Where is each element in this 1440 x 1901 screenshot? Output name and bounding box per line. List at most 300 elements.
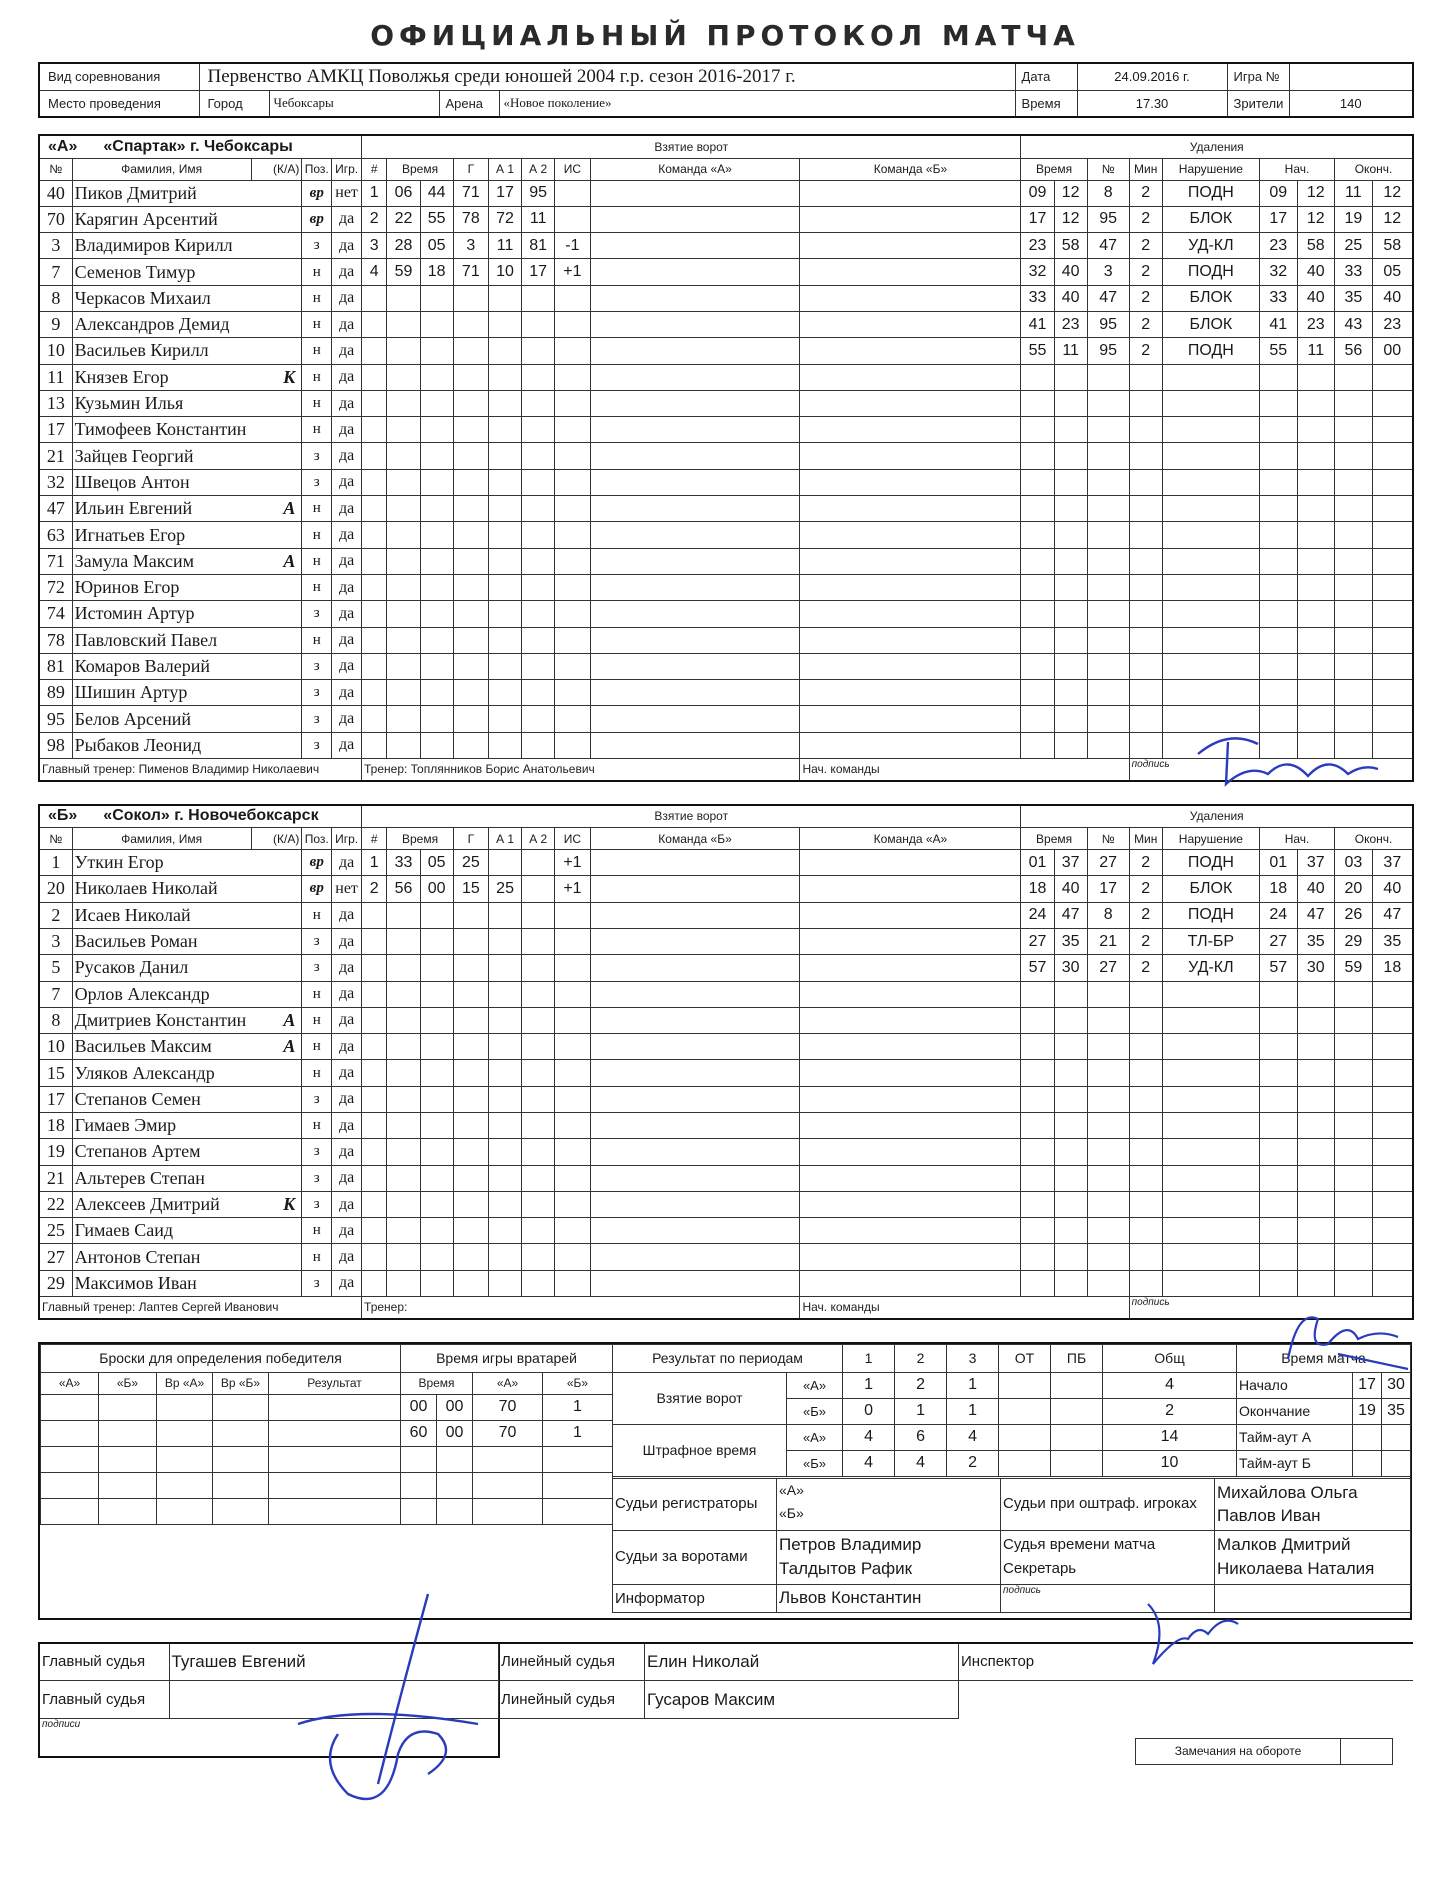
penalty-end-ss bbox=[1372, 496, 1413, 522]
time-value: 17.30 bbox=[1077, 90, 1227, 117]
player-name: Степанов Артем bbox=[72, 1139, 251, 1165]
goal-time-ss: 00 bbox=[420, 876, 453, 902]
penalty-time-ss: 35 bbox=[1054, 928, 1087, 954]
penalty-start-ss: 58 bbox=[1297, 233, 1335, 259]
secretary: Николаева Наталия bbox=[1217, 1559, 1375, 1579]
goalie-time-b: 1 bbox=[543, 1420, 613, 1446]
goalie-time-col: Время bbox=[401, 1372, 473, 1394]
team-col-2-cell bbox=[800, 206, 1021, 232]
goal-situation bbox=[555, 1270, 590, 1296]
team-b-mark: «Б» bbox=[787, 1450, 843, 1476]
player-number: 72 bbox=[39, 574, 72, 600]
penalty-player bbox=[1087, 574, 1129, 600]
player-position: з bbox=[302, 1191, 332, 1217]
goal-scorer bbox=[453, 496, 488, 522]
penalty-time-mm bbox=[1021, 1034, 1054, 1060]
table-row bbox=[39, 417, 1413, 443]
goal-scorer bbox=[453, 902, 488, 928]
goal-situation bbox=[555, 1244, 590, 1270]
penalty-end-mm bbox=[1335, 1270, 1373, 1296]
penalty-time-ss: 11 bbox=[1054, 338, 1087, 364]
team-col-2-cell bbox=[800, 680, 1021, 706]
goal-assist-2: 17 bbox=[522, 259, 555, 285]
player-role bbox=[251, 206, 302, 232]
penalty-start-mm: 01 bbox=[1259, 850, 1297, 876]
goalie-time-mm: 60 bbox=[401, 1420, 437, 1446]
player-played: да bbox=[332, 955, 362, 981]
penalty-start-mm bbox=[1259, 981, 1297, 1007]
penalty-violation: БЛОК bbox=[1162, 311, 1259, 337]
goals-a-total: 4 bbox=[1103, 1372, 1237, 1398]
penalty-start-mm bbox=[1259, 1270, 1297, 1296]
goal-time-mm bbox=[387, 285, 420, 311]
penalty-end-ss bbox=[1372, 1244, 1413, 1270]
periods-title: Результат по периодам bbox=[613, 1344, 843, 1372]
goal-scorer bbox=[453, 522, 488, 548]
penalty-player: 47 bbox=[1087, 285, 1129, 311]
goal-time-ss bbox=[420, 1270, 453, 1296]
goal-time-mm bbox=[387, 1191, 420, 1217]
goal-assist-2 bbox=[522, 1244, 555, 1270]
pim-b-p1: 4 bbox=[843, 1450, 895, 1476]
team_b-table bbox=[38, 804, 1414, 1320]
player-position: н bbox=[302, 1244, 332, 1270]
team-col-1-cell bbox=[590, 1086, 800, 1112]
goal-time-mm bbox=[387, 390, 420, 416]
goal-time-ss bbox=[420, 574, 453, 600]
penalty-minutes: 2 bbox=[1129, 955, 1162, 981]
penalty-minutes bbox=[1129, 1139, 1162, 1165]
goal-time-ss bbox=[420, 338, 453, 364]
penalty-end-mm: 25 bbox=[1335, 233, 1373, 259]
player-played: да bbox=[332, 1165, 362, 1191]
goals-a-p1: 1 bbox=[843, 1372, 895, 1398]
penalty-player: 95 bbox=[1087, 206, 1129, 232]
goalie-time-a: 70 bbox=[473, 1394, 543, 1420]
penalties-title: Удаления bbox=[1021, 805, 1413, 828]
penalty-start-ss: 11 bbox=[1297, 338, 1335, 364]
penalty-start-mm bbox=[1259, 1218, 1297, 1244]
team-col-2-cell bbox=[800, 928, 1021, 954]
penalty-time-ss: 58 bbox=[1054, 233, 1087, 259]
player-played: да bbox=[332, 981, 362, 1007]
penalty-time-ss bbox=[1054, 627, 1087, 653]
penalty-end-mm: 03 bbox=[1335, 850, 1373, 876]
table-row bbox=[39, 902, 1413, 928]
column-header: Оконч. bbox=[1335, 158, 1413, 180]
goal-time-mm: 28 bbox=[387, 233, 420, 259]
team-col-1-cell bbox=[590, 627, 800, 653]
penalty-violation bbox=[1162, 1191, 1259, 1217]
player-number: 9 bbox=[39, 311, 72, 337]
penalty-minutes bbox=[1129, 706, 1162, 732]
linesman-label-2: Линейный судья bbox=[499, 1681, 645, 1719]
penalty-time-ss bbox=[1054, 680, 1087, 706]
goal-assist-2 bbox=[522, 496, 555, 522]
goal-assist-1: 72 bbox=[489, 206, 522, 232]
player-played: да bbox=[332, 706, 362, 732]
goal-time-ss bbox=[420, 1191, 453, 1217]
penalty-end-ss bbox=[1372, 364, 1413, 390]
table-row bbox=[39, 496, 1413, 522]
goal-time-mm bbox=[387, 1034, 420, 1060]
penalty-minutes bbox=[1129, 680, 1162, 706]
goal-assist-1 bbox=[489, 1270, 522, 1296]
goal-situation bbox=[555, 706, 590, 732]
goal-situation bbox=[555, 981, 590, 1007]
team-col-2-cell bbox=[800, 390, 1021, 416]
column-header: № bbox=[39, 828, 72, 850]
goal-time-ss bbox=[420, 902, 453, 928]
goal-time-mm bbox=[387, 443, 420, 469]
goal-assist-1: 10 bbox=[489, 259, 522, 285]
goal-time-ss bbox=[420, 364, 453, 390]
penalty-time-ss: 40 bbox=[1054, 876, 1087, 902]
goal-assist-1 bbox=[489, 1191, 522, 1217]
goal-assist-2 bbox=[522, 1086, 555, 1112]
player-played: да bbox=[332, 206, 362, 232]
penalty-time-mm: 33 bbox=[1021, 285, 1054, 311]
player-name: Рыбаков Леонид bbox=[72, 732, 251, 758]
player-played: да bbox=[332, 1139, 362, 1165]
penalty-start-ss: 40 bbox=[1297, 285, 1335, 311]
player-name: Антонов Степан bbox=[72, 1244, 251, 1270]
team-col-1-cell bbox=[590, 601, 800, 627]
player-number: 10 bbox=[39, 338, 72, 364]
penalty-time-mm bbox=[1021, 1244, 1054, 1270]
referees-area bbox=[38, 1642, 1412, 1760]
penalty-start-mm bbox=[1259, 443, 1297, 469]
pim-a-p3: 4 bbox=[947, 1424, 999, 1450]
table-row bbox=[39, 1165, 1413, 1191]
goal-scorer bbox=[453, 955, 488, 981]
goal-situation: +1 bbox=[555, 876, 590, 902]
penalty-end-ss: 05 bbox=[1372, 259, 1413, 285]
goal-scorer bbox=[453, 680, 488, 706]
goal-assist-2 bbox=[522, 390, 555, 416]
player-number: 89 bbox=[39, 680, 72, 706]
penalty-start-mm: 24 bbox=[1259, 902, 1297, 928]
goals-a-p2: 2 bbox=[895, 1372, 947, 1398]
goal-number bbox=[362, 1113, 387, 1139]
table-row bbox=[39, 338, 1413, 364]
goal-number bbox=[362, 1191, 387, 1217]
match-end-label: Окончание bbox=[1237, 1398, 1353, 1424]
team-col-1-cell bbox=[590, 180, 800, 206]
goal-situation bbox=[555, 732, 590, 758]
penalty-end-ss bbox=[1372, 1034, 1413, 1060]
penalty-end-mm: 43 bbox=[1335, 311, 1373, 337]
goal-number bbox=[362, 548, 387, 574]
penalty-violation bbox=[1162, 390, 1259, 416]
goal-scorer bbox=[453, 443, 488, 469]
goal-number bbox=[362, 732, 387, 758]
penalty-start-ss bbox=[1297, 496, 1335, 522]
linesman-1: Елин Николай bbox=[645, 1643, 959, 1681]
penalty-minutes bbox=[1129, 627, 1162, 653]
penalty-time-ss bbox=[1054, 1086, 1087, 1112]
competition-label: Вид соревнования bbox=[39, 63, 199, 90]
team-col-2-cell bbox=[800, 876, 1021, 902]
date-label: Дата bbox=[1015, 63, 1077, 90]
player-role bbox=[251, 1244, 302, 1270]
penalty-start-ss bbox=[1297, 1113, 1335, 1139]
goal-time-ss bbox=[420, 928, 453, 954]
goal-situation bbox=[555, 1139, 590, 1165]
penalty-end-ss bbox=[1372, 469, 1413, 495]
penalty-end-mm bbox=[1335, 469, 1373, 495]
shootout-col: Вр «А» bbox=[157, 1372, 213, 1394]
player-played: да bbox=[332, 1270, 362, 1296]
penalty-start-mm: 27 bbox=[1259, 928, 1297, 954]
penalty-time-ss bbox=[1054, 1244, 1087, 1270]
period-col: ОТ bbox=[999, 1344, 1051, 1372]
column-header: (К/А) bbox=[251, 828, 302, 850]
goals-b-total: 2 bbox=[1103, 1398, 1237, 1424]
goal-scorer bbox=[453, 1218, 488, 1244]
player-played: да bbox=[332, 1060, 362, 1086]
penalty-player bbox=[1087, 1086, 1129, 1112]
penalty-end-mm bbox=[1335, 548, 1373, 574]
period-col: Общ bbox=[1103, 1344, 1237, 1372]
penalty-time-mm bbox=[1021, 1086, 1054, 1112]
table-row bbox=[39, 311, 1413, 337]
goals-label: Взятие ворот bbox=[613, 1372, 787, 1424]
penalty-start-mm bbox=[1259, 1034, 1297, 1060]
goal-time-mm bbox=[387, 955, 420, 981]
penalty-start-mm bbox=[1259, 706, 1297, 732]
goal-scorer bbox=[453, 1191, 488, 1217]
goal-situation bbox=[555, 1086, 590, 1112]
team-col-1-cell bbox=[590, 1270, 800, 1296]
penalty-start-ss bbox=[1297, 601, 1335, 627]
penalty-start-ss bbox=[1297, 627, 1335, 653]
goal-time-mm bbox=[387, 706, 420, 732]
shootout-col: Результат bbox=[269, 1372, 401, 1394]
team-col-1-cell bbox=[590, 496, 800, 522]
goal-scorer bbox=[453, 928, 488, 954]
goal-time-mm bbox=[387, 680, 420, 706]
player-number: 25 bbox=[39, 1218, 72, 1244]
penalty-end-mm: 33 bbox=[1335, 259, 1373, 285]
table-row bbox=[39, 955, 1413, 981]
column-header: Мин bbox=[1129, 828, 1162, 850]
column-header: # bbox=[362, 158, 387, 180]
pim-b-p3: 2 bbox=[947, 1450, 999, 1476]
team-col-1-cell bbox=[590, 206, 800, 232]
team-title bbox=[39, 805, 362, 828]
goalie-time-ss: 00 bbox=[437, 1394, 473, 1420]
penalty-violation: УД-КЛ bbox=[1162, 233, 1259, 259]
player-role bbox=[251, 850, 302, 876]
goal-number bbox=[362, 364, 387, 390]
spectators-value: 140 bbox=[1289, 90, 1413, 117]
player-role: А bbox=[251, 1034, 302, 1060]
penalty-start-ss bbox=[1297, 443, 1335, 469]
goal-time-ss bbox=[420, 522, 453, 548]
player-position: з bbox=[302, 955, 332, 981]
goals-title: Взятие ворот bbox=[362, 805, 1021, 828]
player-role bbox=[251, 601, 302, 627]
penalty-minutes: 2 bbox=[1129, 259, 1162, 285]
team-b-mark: «Б» bbox=[787, 1398, 843, 1424]
column-header: ИС bbox=[555, 828, 590, 850]
notes-checkbox[interactable] bbox=[1341, 1738, 1393, 1764]
penalty-violation bbox=[1162, 417, 1259, 443]
page-title: ОФИЦИАЛЬНЫЙ ПРОТОКОЛ МАТЧА bbox=[370, 19, 1080, 52]
goal-scorer bbox=[453, 732, 488, 758]
column-header: Игр. bbox=[332, 158, 362, 180]
time-label: Время bbox=[1015, 90, 1077, 117]
penalty-time-ss bbox=[1054, 469, 1087, 495]
team-col-1-cell bbox=[590, 285, 800, 311]
penalty-violation bbox=[1162, 364, 1259, 390]
penalty-time-mm bbox=[1021, 627, 1054, 653]
goal-number: 3 bbox=[362, 233, 387, 259]
goal-time-mm: 22 bbox=[387, 206, 420, 232]
table-row bbox=[39, 1113, 1413, 1139]
goal-number bbox=[362, 680, 387, 706]
goal-assist-2 bbox=[522, 469, 555, 495]
penalty-end-ss: 40 bbox=[1372, 876, 1413, 902]
penalty-end-ss: 40 bbox=[1372, 285, 1413, 311]
penalty-player bbox=[1087, 1270, 1129, 1296]
game-value bbox=[1289, 63, 1413, 90]
column-header: Нарушение bbox=[1162, 828, 1259, 850]
penalty-time-ss bbox=[1054, 732, 1087, 758]
column-header: Время bbox=[1021, 828, 1087, 850]
penalty-time-mm bbox=[1021, 1007, 1054, 1033]
penalty-time-mm bbox=[1021, 443, 1054, 469]
goal-assist-1 bbox=[489, 1060, 522, 1086]
goal-assist-1 bbox=[489, 496, 522, 522]
penalty-end-ss: 37 bbox=[1372, 850, 1413, 876]
goalie-time-col: «А» bbox=[473, 1372, 543, 1394]
penalty-minutes: 2 bbox=[1129, 338, 1162, 364]
team-col-1-cell bbox=[590, 443, 800, 469]
goal-scorer bbox=[453, 1113, 488, 1139]
table-row bbox=[39, 1086, 1413, 1112]
goal-assist-1 bbox=[489, 1244, 522, 1270]
penalty-end-mm bbox=[1335, 390, 1373, 416]
goal-assist-1 bbox=[489, 443, 522, 469]
penalty-time-mm bbox=[1021, 1113, 1054, 1139]
table-row bbox=[39, 732, 1413, 758]
penalty-player bbox=[1087, 1113, 1129, 1139]
team-col-1-cell bbox=[590, 850, 800, 876]
team-col-2-cell bbox=[800, 1139, 1021, 1165]
penalty-player: 8 bbox=[1087, 902, 1129, 928]
player-number: 11 bbox=[39, 364, 72, 390]
penalty-player bbox=[1087, 1165, 1129, 1191]
player-role bbox=[251, 1270, 302, 1296]
penalty-minutes bbox=[1129, 443, 1162, 469]
goal-scorer bbox=[453, 390, 488, 416]
goal-scorer bbox=[453, 574, 488, 600]
table-row bbox=[39, 601, 1413, 627]
penalty-violation bbox=[1162, 443, 1259, 469]
team-col-2-cell bbox=[800, 1034, 1021, 1060]
goal-assist-2 bbox=[522, 850, 555, 876]
goal-assist-2 bbox=[522, 876, 555, 902]
penalty-end-ss: 18 bbox=[1372, 955, 1413, 981]
penalty-violation: ПОДН bbox=[1162, 338, 1259, 364]
player-role bbox=[251, 180, 302, 206]
team-col-2-cell bbox=[800, 311, 1021, 337]
penalty-end-ss bbox=[1372, 1218, 1413, 1244]
goals-a-so bbox=[1051, 1372, 1103, 1398]
penalty-time-ss bbox=[1054, 1034, 1087, 1060]
goal-number bbox=[362, 496, 387, 522]
penalty-end-ss bbox=[1372, 443, 1413, 469]
goal-number bbox=[362, 1086, 387, 1112]
penalty-violation bbox=[1162, 1218, 1259, 1244]
penalty-violation: ТЛ-БР bbox=[1162, 928, 1259, 954]
penalty-start-ss bbox=[1297, 390, 1335, 416]
goal-assist-2 bbox=[522, 1139, 555, 1165]
goals-b-so bbox=[1051, 1398, 1103, 1424]
player-name: Кузьмин Илья bbox=[72, 390, 251, 416]
player-number: 17 bbox=[39, 1086, 72, 1112]
goal-situation bbox=[555, 1165, 590, 1191]
informer: Львов Константин bbox=[777, 1584, 1001, 1612]
player-played: да bbox=[332, 285, 362, 311]
penalty-player bbox=[1087, 443, 1129, 469]
penalty-minutes bbox=[1129, 574, 1162, 600]
goal-number bbox=[362, 601, 387, 627]
column-header: Время bbox=[387, 828, 453, 850]
goals-b-ot bbox=[999, 1398, 1051, 1424]
period-col: ПБ bbox=[1051, 1344, 1103, 1372]
column-header: Нач. bbox=[1259, 828, 1334, 850]
team-col-1-cell bbox=[590, 981, 800, 1007]
goal-time-mm bbox=[387, 1007, 420, 1033]
penalty-end-ss bbox=[1372, 1007, 1413, 1033]
penalty-end-mm bbox=[1335, 443, 1373, 469]
player-name: Ильин Евгений bbox=[72, 496, 251, 522]
team-col-2-cell bbox=[800, 1007, 1021, 1033]
goal-time-mm bbox=[387, 928, 420, 954]
penalty-start-mm: 57 bbox=[1259, 955, 1297, 981]
goal-assist-2 bbox=[522, 1191, 555, 1217]
penalty-time-mm bbox=[1021, 469, 1054, 495]
penalty-time-ss bbox=[1054, 574, 1087, 600]
penalty-player: 21 bbox=[1087, 928, 1129, 954]
column-header: Поз. bbox=[302, 828, 332, 850]
goal-scorer: 3 bbox=[453, 233, 488, 259]
player-name: Гимаев Саид bbox=[72, 1218, 251, 1244]
goal-situation bbox=[555, 417, 590, 443]
team-col-1-cell bbox=[590, 548, 800, 574]
pim-b-total: 10 bbox=[1103, 1450, 1237, 1476]
penalty-end-mm: 56 bbox=[1335, 338, 1373, 364]
column-header: А 1 bbox=[489, 158, 522, 180]
penalty-player: 47 bbox=[1087, 233, 1129, 259]
team-col-2-cell bbox=[800, 548, 1021, 574]
penalty-time-ss: 23 bbox=[1054, 311, 1087, 337]
player-number: 63 bbox=[39, 522, 72, 548]
match-end-h: 19 bbox=[1353, 1398, 1382, 1424]
team-col-1-cell bbox=[590, 1165, 800, 1191]
penalty-violation bbox=[1162, 548, 1259, 574]
penalty-violation bbox=[1162, 732, 1259, 758]
goal-time-mm bbox=[387, 1086, 420, 1112]
penalty-end-mm bbox=[1335, 601, 1373, 627]
penalty-end-ss bbox=[1372, 1191, 1413, 1217]
penalty-minutes bbox=[1129, 1086, 1162, 1112]
goal-assist-1 bbox=[489, 338, 522, 364]
player-position: н bbox=[302, 364, 332, 390]
